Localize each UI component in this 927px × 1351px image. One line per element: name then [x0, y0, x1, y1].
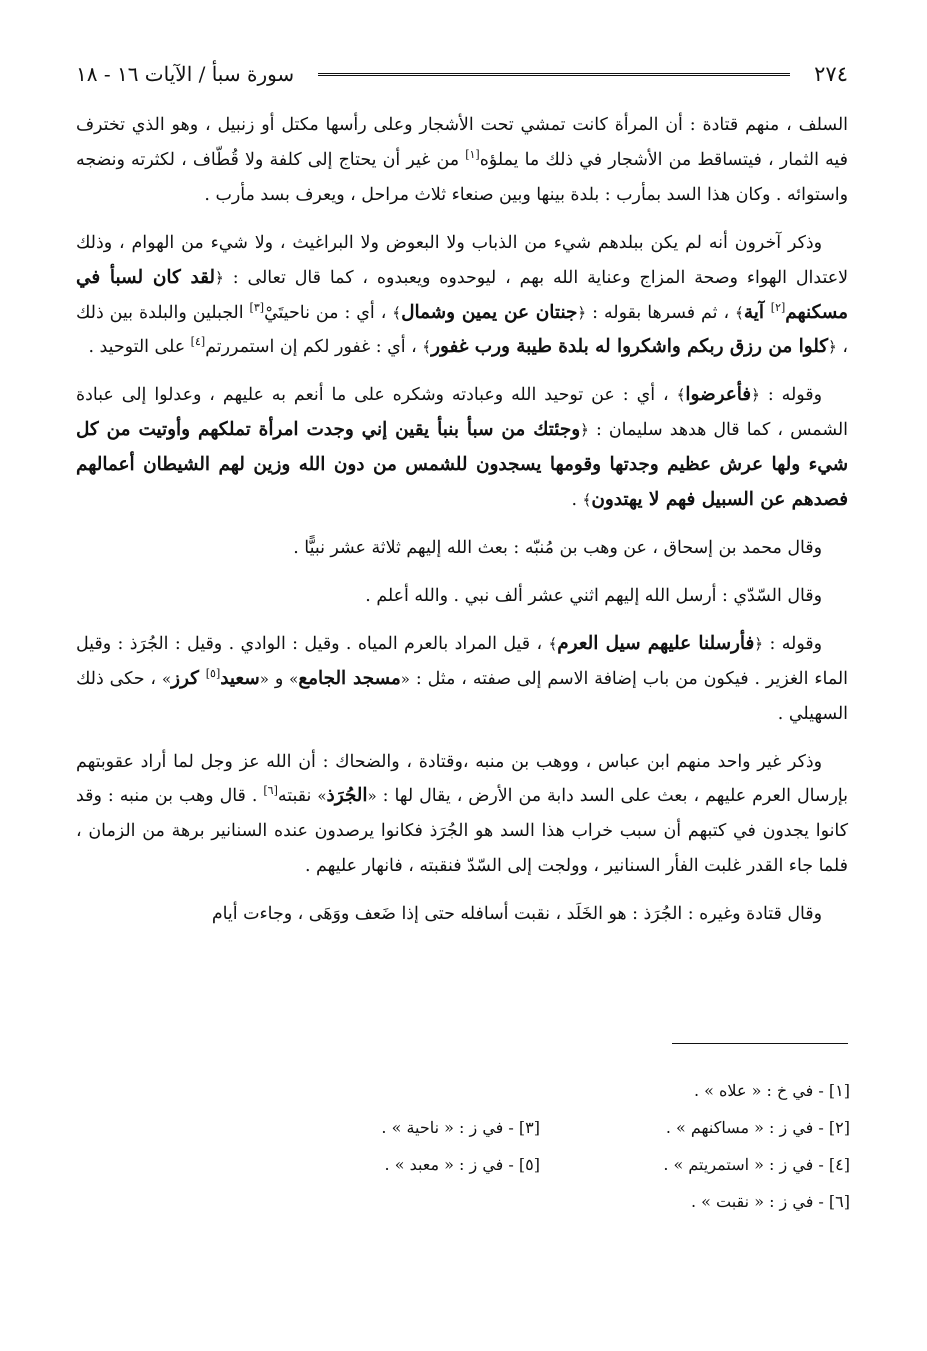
quran-quote: جنتان عن يمين وشمال: [401, 301, 578, 323]
paragraph-text: وقوله :: [763, 633, 823, 654]
quran-quote: لقد كان لسبأ في مسكنهم: [76, 266, 848, 323]
ornate-bracket: ﴾: [422, 338, 432, 357]
footnote-ref: [١]: [465, 148, 480, 162]
footnote-ref: [٦]: [263, 784, 278, 798]
paragraph-text: على التوحيد .: [88, 337, 191, 358]
footnote-ref: [٤]: [190, 335, 206, 349]
quran-quote: فأعرضوا: [685, 384, 752, 406]
ornate-bracket: «: [367, 787, 377, 806]
paragraph-text: و: [268, 668, 290, 689]
paragraph-text: ، ثم فسرها بقوله :: [586, 302, 736, 323]
ornate-bracket: »: [289, 669, 299, 688]
ornate-bracket: ﴿: [577, 303, 587, 322]
footnote: [٥] - في ز : « معبد » .: [384, 1155, 540, 1174]
paragraph-text: الجبلين والبلدة بين ذلك ،: [76, 302, 848, 358]
ornate-bracket: ﴿: [215, 268, 224, 287]
footnote-row: [230, 1146, 850, 1183]
quran-quote: فأرسلنا عليهم سيل العرم: [557, 632, 755, 654]
paragraph: [76, 378, 848, 518]
ornate-bracket: «: [400, 669, 410, 688]
footnote: [١] - في خ : « علاه » .: [693, 1081, 850, 1100]
paragraph-text: وقال السّدّي : أرسل الله إليهم اثني عشر ألف نبي . والله أعلم .: [365, 585, 822, 606]
ornate-bracket: »: [161, 669, 172, 688]
paragraph-text: ، قيل المراد بالعرم المياه . وقيل : الوادي . وقيل : الجُرَذ : وقيل الماء الغزير . فيكون من باب إضافة الاسم إلى صفته ، مثل :: [76, 633, 849, 689]
paragraph-text: وذكر آخرون أنه لم يكن ببلدهم شيء من الذباب ولا البعوض ولا البراغيث ، ولا شيء من الهوام ، وذلك لاعتدال الهواء وصحة المزاج وعناية الله بهم ، ليوحدوه ويعبدوه ، كما قال تعالى :: [76, 232, 848, 288]
header-rule: [318, 73, 790, 76]
ornate-bracket: ﴾: [735, 303, 744, 322]
footnote-separator: [672, 1043, 848, 1044]
paragraph: [76, 108, 848, 213]
paragraph-text: وقال قتادة وغيره : الجُرَذ : هو الخَلَد ، نقبت أسافله حتى إذا ضَعف ووَهَى ، وجاءت أيام: [211, 904, 822, 925]
ornate-bracket: ﴿: [580, 421, 589, 440]
paragraph-text: ، أي : من ناحيتَيْ: [264, 302, 393, 323]
footnote-ref: [٣]: [249, 300, 265, 314]
quran-quote: آية: [743, 301, 771, 323]
paragraph-text: وذكر غير واحد منهم ابن عباس ، ووهب بن منبه ،وقتادة ، والضحاك : أن الله عز وجل لما أراد عقوبتهم بإرسال العرم عليهم ، بعث على السد دابة من الأرض ، يقال لها :: [76, 751, 849, 807]
quran-quote: مسجد الجامع: [298, 667, 401, 689]
main-text: [76, 108, 848, 945]
ornate-bracket: ﴾: [548, 634, 558, 653]
ornate-bracket: »: [317, 787, 327, 806]
ornate-bracket: «: [259, 669, 269, 688]
ornate-bracket: ﴿: [828, 338, 837, 357]
paragraph-text: ، أي : غفور لكم إن استمررتم: [205, 337, 423, 358]
ornate-bracket: ﴾: [582, 491, 592, 510]
quran-quote: الجُرَذ: [326, 785, 368, 807]
paragraph-text: من غير أن يحتاج إلى كلفة ولا قُطّاف ، لكثرته ونضجه واستوائه . وكان هذا السد بمأرب : بلدة بينها وبين صنعاء ثلاث مراحل ، ويعرف بسد مأرب .: [76, 149, 848, 205]
paragraph: [76, 531, 848, 566]
footnote: [٦] - في ز : « نقبت » .: [690, 1192, 850, 1211]
paragraph-text: نقبته: [277, 786, 318, 807]
ornate-bracket: ﴾: [392, 303, 402, 322]
ornate-bracket: ﴿: [751, 386, 760, 405]
paragraph: [76, 745, 848, 885]
quran-quote: سعيد: [220, 667, 260, 689]
paragraph-text: ، حكى ذلك السهيلي .: [76, 668, 848, 724]
footnote: [٣] - في ز : « ناحية » .: [381, 1118, 540, 1137]
paragraph-text: .: [571, 490, 583, 511]
footnote-row: [230, 1109, 850, 1146]
paragraph-text: . قال وهب بن منبه : وقد كانوا يجدون في كتبهم أن سبب خراب هذا السد هو الجُرَذ فكانوا يرصدون عنده السنانير برهة من الزمان ، فلما جاء القدر غلبت الفأر السنانير ، وولجت إلى السّدّ فنقبته ، فانهار عليهم .: [76, 786, 848, 877]
quran-quote: كرز: [171, 667, 206, 689]
footnote: [٢] - في ز : « مساكنهم » .: [665, 1118, 850, 1137]
paragraph: [76, 226, 848, 366]
ornate-bracket: ﴿: [754, 634, 764, 653]
paragraph: [76, 897, 848, 932]
quran-quote: وجئتك من سبأ بنبأ يقين إني وجدت امرأة تملكهم وأوتيت من كل شيء ولها عرش عظيم وجدتها وقومها يسجدون للشمس من دون الله وزين لهم الشيطان أعمالهم فصدهم عن السبيل فهم لا يهتدون: [76, 419, 848, 511]
footnote-row: [230, 1072, 850, 1109]
footnotes: [230, 1072, 850, 1220]
paragraph: [76, 627, 848, 732]
footnote: [٤] - في ز : « استمريتم » .: [663, 1155, 850, 1174]
quran-quote: كلوا من رزق ربكم واشكروا له بلدة طيبة ورب غفور: [431, 336, 829, 358]
footnote-ref: [٢]: [770, 300, 786, 314]
running-title: سورة سبأ / الآيات ١٦ - ١٨: [76, 62, 295, 86]
paragraph: [76, 579, 848, 614]
paragraph-text: وقوله :: [759, 385, 823, 406]
footnote-ref: [٥]: [205, 666, 221, 680]
page-header: [76, 56, 848, 92]
paragraph-text: وقال محمد بن إسحاق ، عن وهب بن مُنبّه : بعث الله إليهم ثلاثة عشر نبيًّا .: [293, 537, 822, 558]
footnote-row: [230, 1183, 850, 1220]
page-number: ٢٧٤: [814, 62, 848, 86]
paragraph-text: ، أي : عن توحيد الله وعبادته وشكره على ما أنعم به عليهم ، وعدلوا إلى عبادة الشمس ، كما قال هدهد سليمان :: [76, 385, 848, 441]
ornate-bracket: ﴾: [676, 386, 686, 405]
paragraph-text: السلف ، منهم قتادة : أن المرأة كانت تمشي تحت الأشجار وعلى رأسها مكتل أو زنبيل ، وهو الذي تخترف فيه الثمار ، فيتساقط من الأشجار في ذلك ما يملؤه: [76, 115, 848, 170]
